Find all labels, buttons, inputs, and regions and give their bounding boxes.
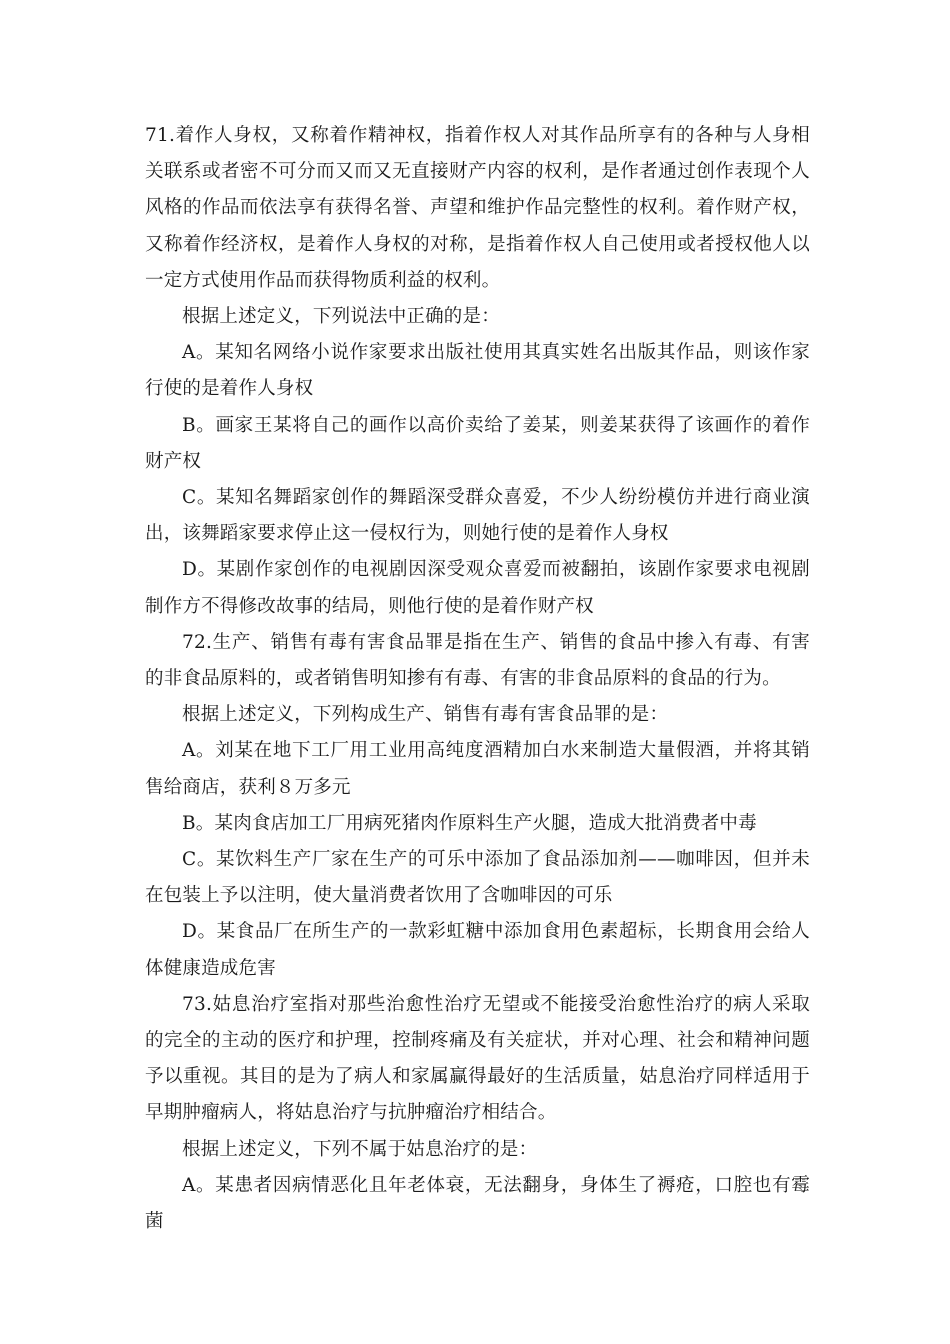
question-71-option-c: C。某知名舞蹈家创作的舞蹈深受群众喜爱，不少人纷纷模仿并进行商业演出，该舞蹈家要求停止这一侵权行为，则她行使的是着作人身权 [145, 487, 810, 545]
question-73-stem: 73.姑息治疗室指对那些治愈性治疗无望或不能接受治愈性治疗的病人采取的完全的主动的医疗和护理，控制疼痛及有关症状，并对心理、社会和精神问题予以重视。其目的是为了病人和家属赢得最好的生活质量，姑息治疗同样适用于早期肿瘤病人，将姑息治疗与抗肿瘤治疗相结合。 [145, 993, 810, 1124]
question-72-option-d: D。某食品厂在所生产的一款彩虹糖中添加食用色素超标，长期食用会给人体健康造成危害 [145, 921, 810, 979]
question-72-prompt: 根据上述定义，下列构成生产、销售有毒有害食品罪的是： [182, 704, 669, 726]
question-72-stem: 72.生产、销售有毒有害食品罪是指在生产、销售的食品中掺入有毒、有害的非食品原料的，或者销售明知掺有有毒、有害的非食品原料的食品的行为。 [145, 631, 810, 690]
question-73-prompt: 根据上述定义，下列不属于姑息治疗的是： [182, 1138, 538, 1160]
document-body [145, 118, 810, 1240]
question-71-prompt: 根据上述定义，下列说法中正确的是： [182, 306, 500, 328]
question-71-option-a: A。某知名网络小说作家要求出版社使用其真实姓名出版其作品，则该作家行使的是着作人身权 [145, 342, 810, 400]
question-72-option-b: B。某肉食店加工厂用病死猪肉作原料生产火腿，造成大批消费者中毒 [182, 812, 757, 834]
question-72-option-a: A。刘某在地下工厂用工业用高纯度酒精加白水来制造大量假酒，并将其销售给商店，获利８万多元 [145, 740, 810, 798]
question-72-option-c: C。某饮料生产厂家在生产的可乐中添加了食品添加剂——咖啡因，但并未在包装上予以注明，使大量消费者饮用了含咖啡因的可乐 [145, 849, 810, 907]
question-71-option-d: D。某剧作家创作的电视剧因深受观众喜爱而被翻拍，该剧作家要求电视剧制作方不得修改故事的结局，则他行使的是着作财产权 [145, 559, 810, 617]
question-71-option-b: B。画家王某将自己的画作以高价卖给了姜某，则姜某获得了该画作的着作财产权 [145, 414, 810, 472]
question-71-stem: 71.着作人身权，又称着作精神权，指着作权人对其作品所享有的各种与人身相关联系或者密不可分而又而又无直接财产内容的权利，是作者通过创作表现个人风格的作品而依法享有获得名誉、声望和维护作品完整性的权利。着作财产权，又称着作经济权，是着作人身权的对称，是指着作权人自己使用或者授权他人以一定方式使用作品而获得物质利益的权利。 [145, 125, 810, 291]
question-73-option-a: A。某患者因病情恶化且年老体衰，无法翻身，身体生了褥疮，口腔也有霉菌 [145, 1174, 810, 1233]
